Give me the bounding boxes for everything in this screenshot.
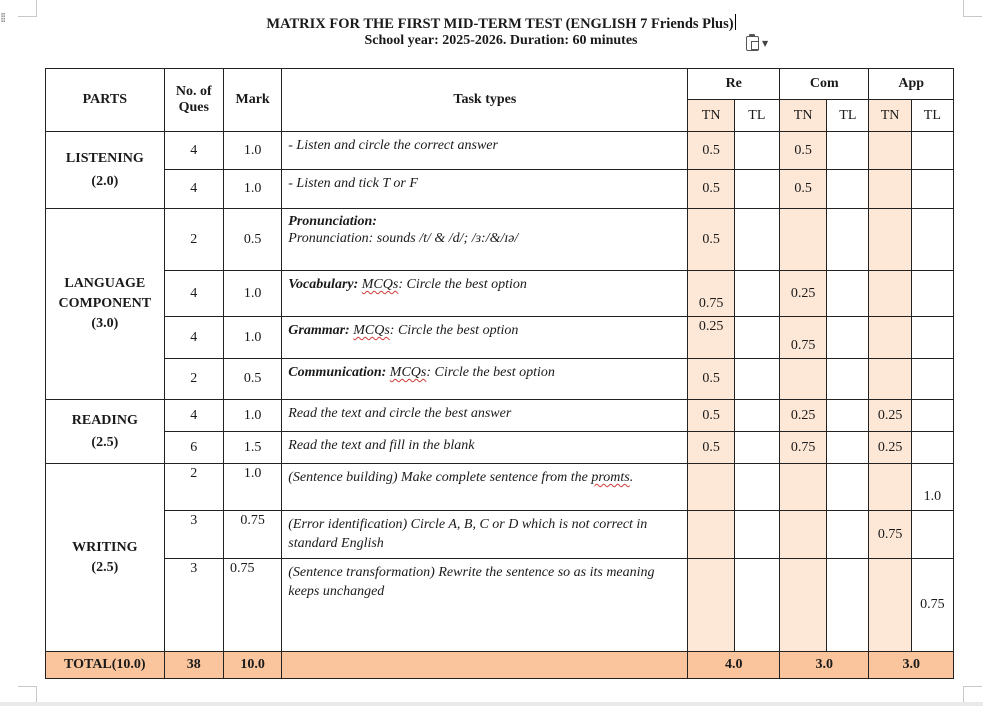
app-tl-cell: 0.75 [911,559,953,652]
task-mcq-label: MCQs [389,365,427,380]
task-cell [282,271,688,317]
com-tl-cell [827,400,869,432]
table-row [46,209,954,271]
mark-cell: 1.0 [223,317,281,359]
com-tl-cell [827,432,869,464]
com-tn-cell [779,559,826,652]
task-heading: Vocabulary: [288,277,359,292]
com-tl-cell [827,511,869,559]
re-tl-cell [734,511,779,559]
app-tn-cell [869,170,911,209]
re-tl-cell [734,432,779,464]
re-tn-cell: 0.5 [688,132,734,170]
com-tl-cell [827,359,869,400]
header-re-tn: TN [688,100,734,132]
app-tl-cell [911,132,953,170]
header-mark: Mark [223,69,281,132]
app-tl-cell [911,400,953,432]
task-cell [282,317,688,359]
part-name: READING [71,412,138,428]
ques-cell: 2 [164,464,223,511]
app-tn-cell [869,271,911,317]
task-cell: - Listen and tick T or F [282,170,688,209]
re-tn-cell [688,464,734,511]
chevron-down-icon: ▼ [762,38,769,48]
app-tl-cell: 1.0 [911,464,953,511]
header-no-of-ques [164,69,223,132]
ques-cell: 3 [164,559,223,652]
ques-cell: 6 [164,432,223,464]
mark-cell: 0.75 [223,511,281,559]
header-com: Com [779,69,868,100]
header-app-tn: TN [869,100,911,132]
com-tl-cell [827,317,869,359]
com-tl-cell [827,559,869,652]
app-tn-cell [869,464,911,511]
total-row [46,652,954,679]
task-text: : Circle the best option [398,277,527,292]
part-listening [46,132,165,209]
task-text: : Circle the best option [389,323,519,338]
header-app-tl: TL [911,100,953,132]
header-re: Re [688,69,780,100]
task-heading: Pronunciation: [288,214,377,229]
table-row [46,170,954,209]
com-tl-cell [827,271,869,317]
task-text: . [629,470,634,485]
re-tl-cell [734,132,779,170]
header-ques-label: Ques [178,100,209,115]
mark-cell: 1.0 [223,464,281,511]
task-text: (Sentence building) Make complete sentence from the [288,470,592,485]
total-mark: 10.0 [223,652,281,679]
com-tn-cell: 0.5 [779,170,826,209]
task-mcq-label: MCQs [353,323,390,338]
drag-grip-icon[interactable]: ⁞⁞ [0,11,5,26]
text-cursor [735,14,736,30]
mark-cell: 0.5 [223,359,281,400]
re-tn-cell: 0.5 [688,209,734,271]
task-cell: - Listen and circle the correct answer [282,132,688,170]
total-ques: 38 [164,652,223,679]
mark-cell: 0.5 [223,209,281,271]
com-tn-cell [779,359,826,400]
task-text: : Circle the best option [426,365,555,380]
app-tn-cell [869,209,911,271]
header-no-of-label: No. of [175,84,212,99]
ques-cell: 4 [164,170,223,209]
part-language-component [46,209,165,400]
re-tl-cell [734,170,779,209]
part-writing [46,464,165,652]
task-cell [282,209,688,271]
re-tn-cell [688,511,734,559]
table-row [46,432,954,464]
table-row [46,400,954,432]
part-name: COMPONENT [58,296,152,311]
table-row [46,317,954,359]
re-tl-cell [734,400,779,432]
re-tl-cell [734,209,779,271]
header-parts: PARTS [46,69,165,132]
app-tl-cell [911,271,953,317]
re-tn-cell: 0.5 [688,359,734,400]
total-app: 3.0 [869,652,954,679]
task-misspelled-word: promts [591,470,630,485]
part-score: (2.5) [91,559,119,575]
re-tn-cell: 0.5 [688,432,734,464]
ques-cell: 2 [164,209,223,271]
mark-cell: 1.0 [223,400,281,432]
total-re: 4.0 [688,652,780,679]
mark-cell: 1.0 [223,132,281,170]
re-tl-cell [734,359,779,400]
mark-cell: 1.0 [223,170,281,209]
app-tl-cell [911,170,953,209]
header-com-tl: TL [827,100,869,132]
com-tl-cell [827,464,869,511]
task-heading: Grammar: [288,323,350,338]
matrix-table [45,68,954,679]
part-name: WRITING [72,539,138,555]
page-corner-mark [963,686,982,703]
app-tl-cell [911,432,953,464]
task-heading: Communication: [288,365,387,380]
total-com: 3.0 [779,652,868,679]
app-tn-cell [869,132,911,170]
ques-cell: 4 [164,317,223,359]
re-tl-cell [734,464,779,511]
app-tl-cell [911,209,953,271]
app-tn-cell: 0.25 [869,432,911,464]
mark-cell: 0.75 [223,559,281,652]
task-cell: (Error identification) Circle A, B, C or D which is not correct in standard English [282,511,688,559]
re-tn-cell: 0.5 [688,400,734,432]
app-tl-cell [911,511,953,559]
table-row [46,132,954,170]
total-task-blank [282,652,688,679]
paste-options-button[interactable] [746,33,782,53]
table-row [46,511,954,559]
ques-cell: 2 [164,359,223,400]
com-tn-cell [779,464,826,511]
header-re-tl: TL [734,100,779,132]
table-row [46,464,954,511]
re-tn-cell: 0.5 [688,170,734,209]
total-label: TOTAL(10.0) [46,652,165,679]
table-row [46,559,954,652]
com-tn-cell: 0.5 [779,132,826,170]
app-tn-cell [869,317,911,359]
task-mcq-label: MCQs [361,277,399,292]
app-tl-cell [911,317,953,359]
ques-cell: 4 [164,132,223,170]
ques-cell: 4 [164,271,223,317]
task-cell [282,464,688,511]
re-tl-cell [734,271,779,317]
header-task-types: Task types [282,69,688,132]
part-reading [46,400,165,464]
page-corner-mark [18,686,37,703]
part-score: (2.0) [91,173,119,189]
task-cell: (Sentence transformation) Rewrite the sentence so as its meaning keeps unchanged [282,559,688,652]
part-name: LANGUAGE [64,276,146,291]
part-score: (3.0) [91,316,119,331]
com-tn-cell: 0.25 [779,400,826,432]
com-tn-cell [779,511,826,559]
app-tn-cell: 0.75 [869,511,911,559]
app-tl-cell [911,359,953,400]
table-row [46,359,954,400]
com-tn-cell [779,209,826,271]
com-tn-cell: 0.75 [779,432,826,464]
mark-cell: 1.5 [223,432,281,464]
com-tn-cell: 0.25 [779,271,826,317]
re-tn-cell: 0.75 [688,271,734,317]
com-tl-cell [827,209,869,271]
com-tn-cell: 0.75 [779,317,826,359]
page-bottom-edge [0,702,983,706]
header-com-tn: TN [779,100,826,132]
re-tl-cell [734,317,779,359]
re-tn-cell: 0.25 [688,317,734,359]
task-cell: Read the text and fill in the blank [282,432,688,464]
document-subtitle[interactable]: School year: 2025-2026. Duration: 60 minutes [364,33,638,48]
task-cell: Read the text and circle the best answer [282,400,688,432]
task-cell [282,359,688,400]
ques-cell: 4 [164,400,223,432]
com-tl-cell [827,170,869,209]
document-title[interactable]: MATRIX FOR THE FIRST MID-TERM TEST (ENGLISH 7 Friends Plus) [266,16,734,32]
app-tn-cell [869,359,911,400]
re-tn-cell [688,559,734,652]
app-tn-cell [869,559,911,652]
re-tl-cell [734,559,779,652]
part-score: (2.5) [91,434,119,450]
ques-cell: 3 [164,511,223,559]
com-tl-cell [827,132,869,170]
mark-cell: 1.0 [223,271,281,317]
app-tn-cell: 0.25 [869,400,911,432]
clipboard-paste-icon [746,36,759,51]
task-text: Pronunciation: sounds /t/ & /d/; /ɜ:/&/ɪə/ [288,231,519,246]
part-name: LISTENING [65,150,144,166]
table-row [46,271,954,317]
header-app: App [869,69,954,100]
